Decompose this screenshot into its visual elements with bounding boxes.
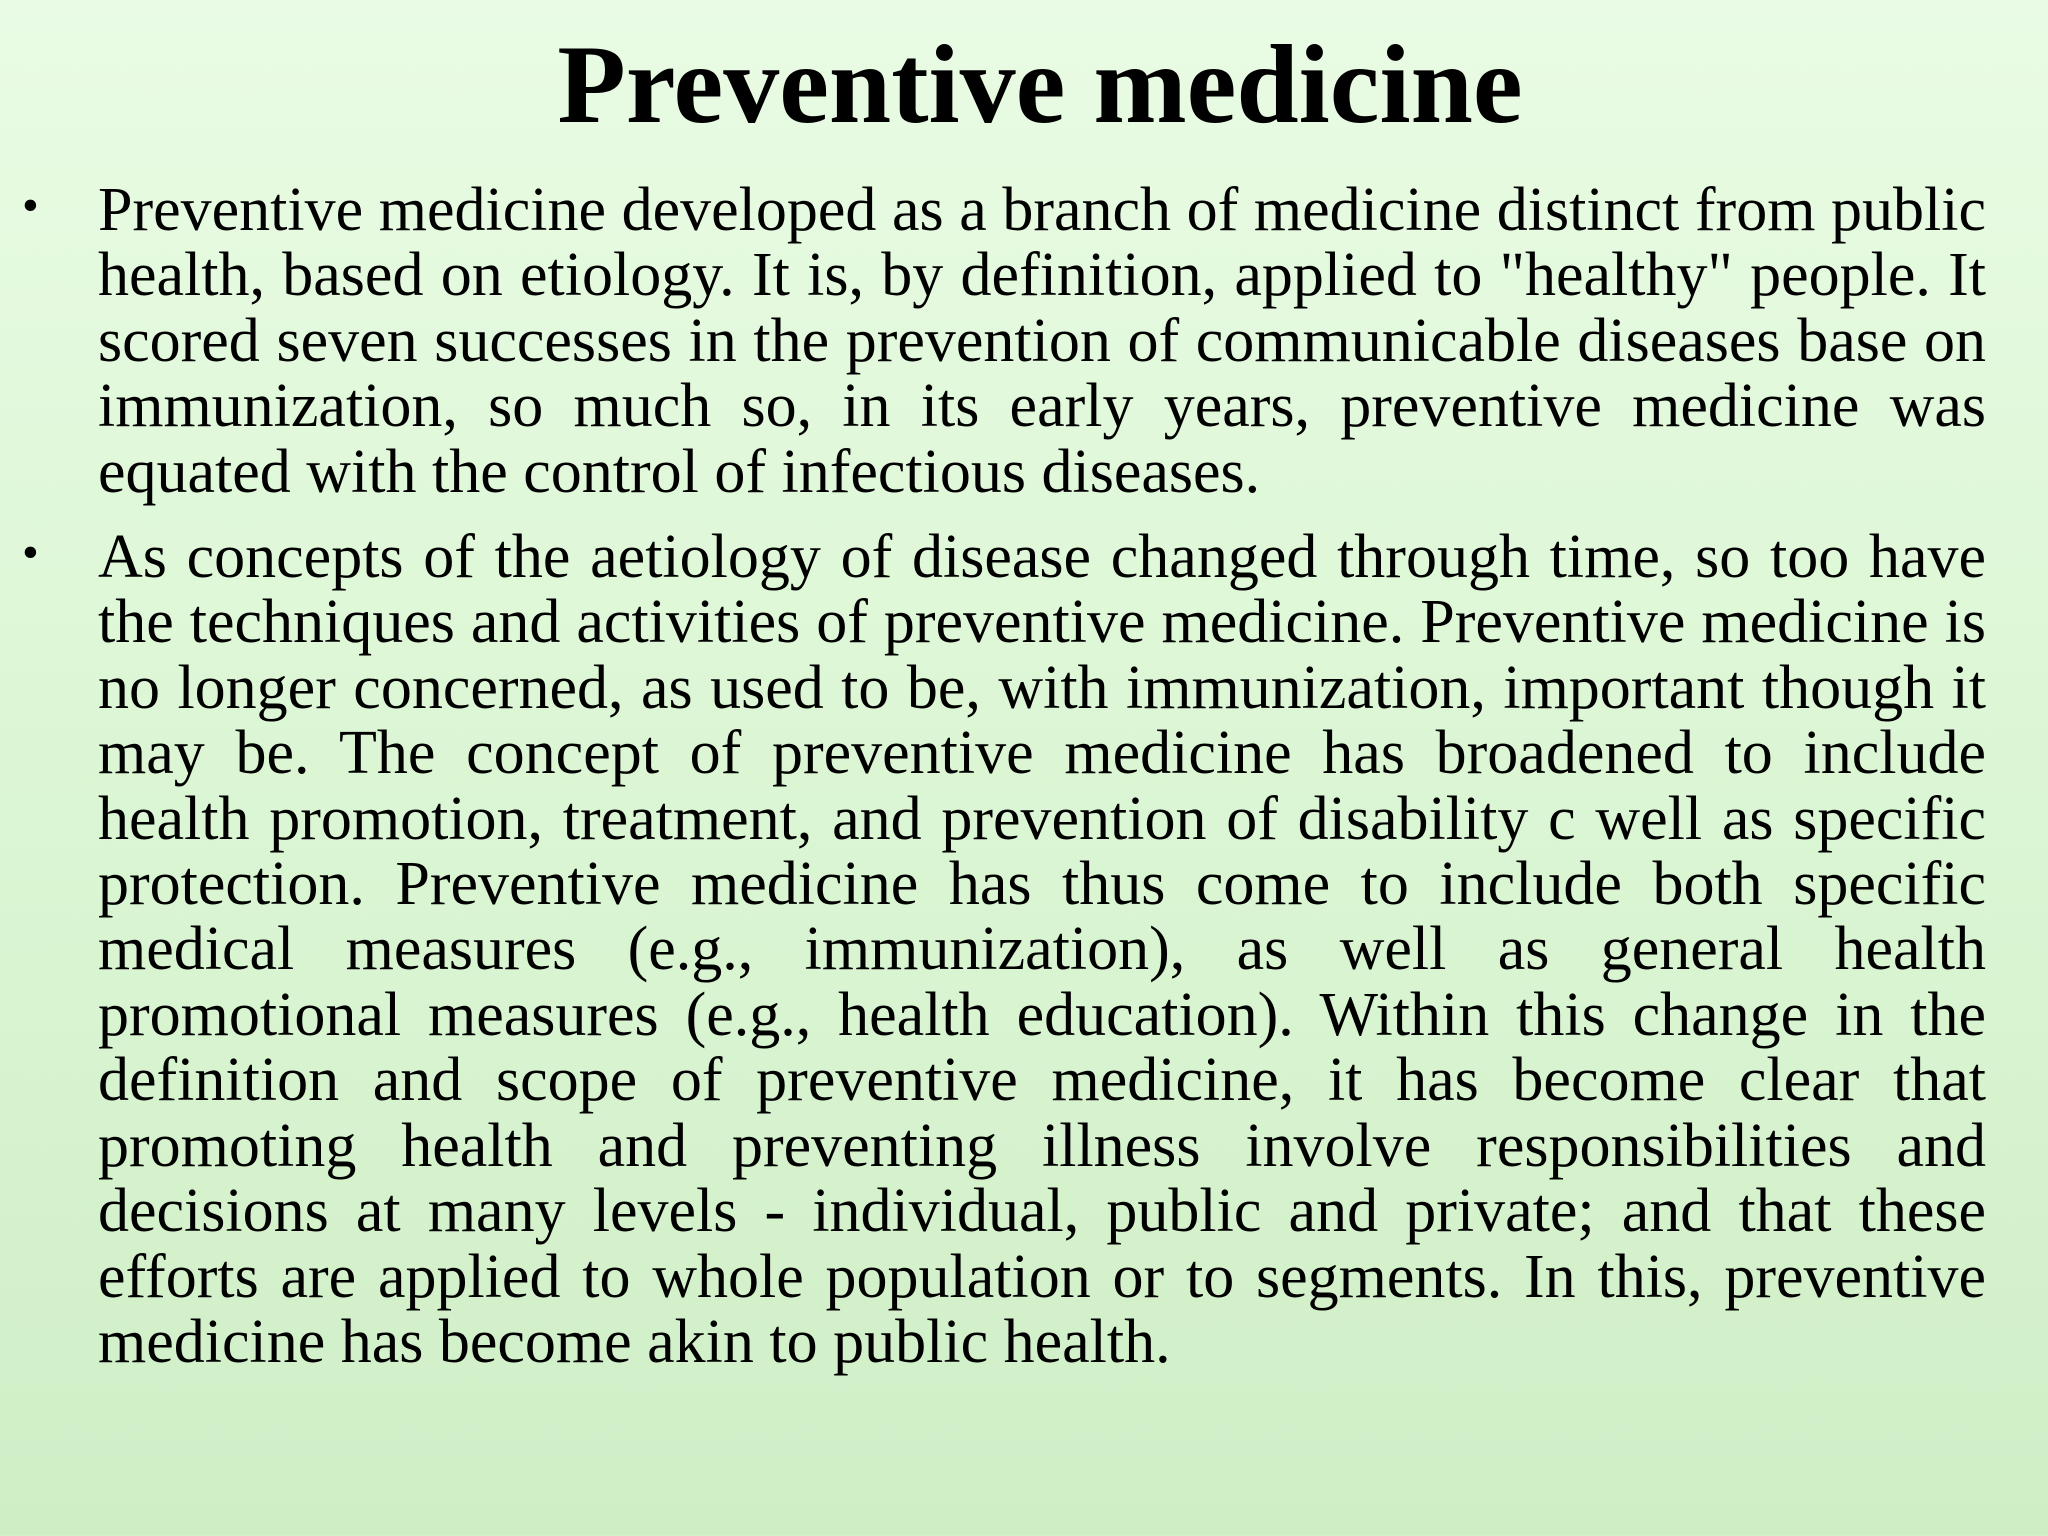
slide-title: Preventive medicine bbox=[557, 23, 1523, 147]
bullet-item-etiology bbox=[0, 178, 2048, 505]
bullet-marker: • bbox=[22, 526, 39, 580]
bullet-item-concepts bbox=[0, 525, 2048, 1375]
bullet-text: Preventive medicine developed as a branch of medicine distinct from public health, based on etiology. It is, by definition, applied to "healthy" people. It scored seven successes in the prevention of communicable diseases base on immunization, so much so, in its early years, preventive medicine was equated with the control of infectious diseases. bbox=[98, 176, 1986, 506]
bullet-text: As concepts of the aetiology of disease changed through time, so too have the techniques and activities of preventive medicine. Preventive medicine is no longer concerned, as used to be, with immunization, important though it may be. The concept of preventive medicine has broadened to include health promotion, treatment, and prevention of disability c well as specific protection. Preventive medicine has thus come to include both specific medical measures (e.g., immunization), as well as general health promotional measures (e.g., health education). Within this change in the definition and scope of preventive medicine, it has become clear that promoting health and preventing illness involve responsibilities and decisions at many levels - individual, public and private; and that these efforts are applied to whole population or to segments. In this, preventive medicine has become akin to public health. bbox=[98, 523, 1986, 1376]
bullet-list bbox=[0, 178, 2048, 1375]
bullet-marker: • bbox=[22, 179, 39, 232]
